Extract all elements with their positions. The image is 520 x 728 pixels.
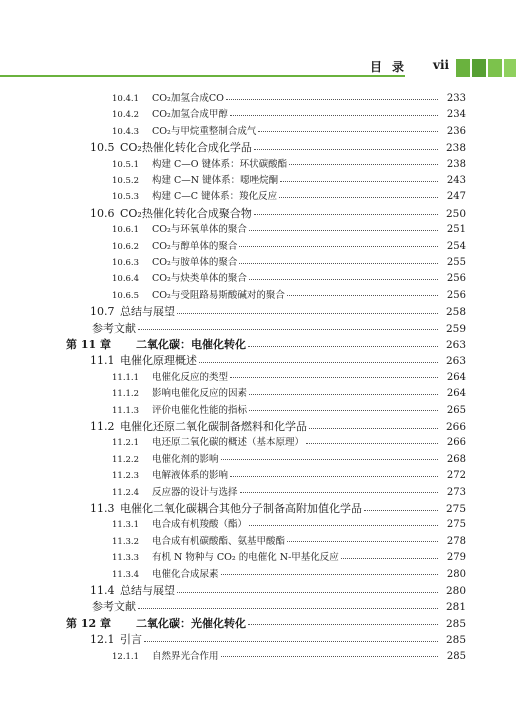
dot-leader [254, 149, 438, 150]
toc-entry[interactable] [0, 402, 520, 418]
toc-entry-number: 第 11 章 [66, 338, 111, 351]
toc-entry-title: 参考文献 [92, 600, 136, 614]
toc-entry-page: 256 [446, 273, 466, 285]
dot-leader [177, 313, 438, 314]
toc-entry[interactable] [0, 221, 520, 237]
toc-entry-page: 256 [446, 289, 466, 301]
toc-entry-number: 11.3.4 [112, 569, 140, 580]
toc-entry-title: 构建 C—N 键体系：噁唑烷酮 [152, 175, 279, 186]
dot-leader [248, 624, 438, 625]
toc-entry-title: CO₂加氢合成甲醇 [152, 109, 228, 121]
toc-entry-title: CO₂与甲烷重整制合成气 [152, 125, 257, 137]
toc-entry[interactable] [0, 615, 520, 631]
dot-leader [221, 656, 438, 657]
toc-entry-title: 评价电催化性能的指标 [152, 404, 248, 416]
toc-entry-page: 243 [446, 175, 466, 186]
toc-entry-page: 234 [446, 109, 466, 121]
toc-entry[interactable] [0, 451, 520, 467]
dot-leader [239, 263, 438, 264]
toc-entry-page: 264 [446, 388, 466, 400]
toc-entry-page: 263 [445, 339, 466, 351]
toc-entry-title: 电解液体系的影响 [152, 470, 229, 482]
dot-leader [138, 329, 438, 330]
dot-leader [249, 394, 438, 395]
dot-leader [249, 279, 438, 280]
toc-entry[interactable] [0, 320, 520, 336]
toc-entry-number: 第 12 章 [66, 616, 111, 630]
toc-entry-page: 285 [445, 634, 466, 647]
toc-entry[interactable] [0, 434, 520, 450]
toc-entry-title: 自然界光合作用 [152, 650, 219, 662]
dot-leader [177, 592, 438, 593]
toc-entry[interactable] [0, 238, 520, 254]
toc-entry-number: 11.2.2 [112, 454, 140, 465]
toc-entry[interactable] [0, 484, 520, 500]
toc-entry-page: 254 [446, 240, 466, 252]
toc-entry-page: 251 [446, 224, 466, 236]
toc-entry-page: 247 [446, 191, 466, 203]
toc-entry-number: 10.6.4 [112, 274, 140, 285]
dot-leader [254, 214, 438, 215]
toc-entry-title: 电催化合成尿素 [152, 568, 219, 580]
dot-leader [239, 246, 438, 247]
toc-entry-title: 影响电催化反应的因素 [152, 388, 248, 400]
toc-entry-page: 280 [446, 568, 466, 580]
toc-entry[interactable] [0, 418, 520, 434]
dot-leader [249, 230, 438, 231]
toc-entry-number: 10.6 [90, 206, 115, 220]
toc-entry-title: 二氧化碳：光催化转化 [136, 616, 246, 630]
toc-entry-page: 263 [445, 355, 466, 368]
toc-entry-title: CO₂热催化转化合成化学品 [120, 141, 252, 155]
dot-leader [221, 574, 438, 575]
toc-entry-title: 有机 N 物种与 CO₂ 的电催化 N-甲基化反应 [152, 552, 339, 564]
toc-entry-page: 266 [445, 421, 466, 433]
toc-entry-number: 11.1.1 [112, 372, 140, 383]
toc-entry[interactable] [0, 369, 520, 385]
toc-entry-page: 238 [445, 142, 466, 155]
toc-entry-title: CO₂与环氧单体的聚合 [152, 224, 247, 236]
toc-entry[interactable] [0, 582, 520, 598]
toc-entry-number: 12.1 [90, 633, 115, 647]
toc-entry-number: 10.6.1 [112, 225, 140, 236]
toc-entry-page: 255 [446, 257, 466, 268]
toc-entry[interactable] [0, 139, 520, 155]
dot-leader [221, 459, 438, 460]
dot-leader [258, 131, 438, 132]
dot-leader [199, 362, 438, 363]
toc-entry-page: 275 [445, 503, 466, 515]
dot-leader [287, 295, 438, 296]
toc-entry-page: 281 [445, 601, 466, 614]
header-block [456, 59, 470, 77]
toc-entry-number: 11.3.2 [112, 536, 140, 547]
dot-leader [279, 197, 438, 198]
toc-entry[interactable] [0, 270, 520, 286]
toc-entry-title: 二氧化碳：电催化转化 [136, 338, 246, 351]
dot-leader [144, 641, 438, 642]
toc-entry[interactable] [0, 549, 520, 565]
dot-leader [230, 115, 438, 116]
toc-entry[interactable] [0, 648, 520, 664]
toc-entry-page: 285 [446, 650, 466, 662]
dot-leader [341, 558, 438, 559]
header-block [504, 59, 516, 77]
toc-entry-title: 电催化原理概述 [120, 354, 197, 368]
toc-entry-page: 265 [446, 404, 466, 416]
toc-entry[interactable] [0, 156, 520, 172]
dot-leader [240, 492, 438, 493]
toc-entry-page: 258 [445, 306, 466, 319]
toc-entry-number: 10.5.3 [112, 192, 140, 203]
toc-entry-number: 12.1.1 [112, 651, 140, 662]
dot-leader [306, 443, 438, 444]
toc-entry-title: CO₂与炔类单体的聚合 [152, 273, 247, 285]
toc-entry-number: 10.4.2 [112, 110, 140, 121]
dot-leader [226, 99, 438, 100]
toc-entry-page: 268 [446, 453, 466, 465]
toc-entry-number: 11.4 [90, 584, 115, 597]
dot-leader [230, 476, 438, 477]
toc-entry[interactable] [0, 172, 520, 188]
toc-entry-title: 电催化二氧化碳耦合其他分子制备高附加值化学品 [120, 502, 362, 515]
toc-entry-title: 电催化还原二氧化碳制备燃料和化学品 [120, 420, 307, 433]
toc-entry[interactable] [0, 352, 520, 368]
toc-entry-title: 总结与展望 [120, 584, 175, 597]
toc-entry-title: CO₂与醇单体的聚合 [152, 240, 238, 252]
toc-entry-number: 10.6.3 [112, 258, 140, 268]
toc-entry-title: 引言 [120, 633, 142, 647]
toc-entry-title: 反应器的设计与选择 [152, 486, 238, 498]
toc-entry-title: 电合成有机羧酸（酯） [152, 519, 248, 531]
dot-leader [249, 410, 438, 411]
toc-entry-page: 275 [446, 519, 466, 531]
header-block [472, 59, 486, 77]
toc-entry-page: 238 [446, 158, 466, 170]
toc-entry-number: 11.2.1 [112, 438, 140, 449]
toc-entry[interactable] [0, 385, 520, 401]
toc-entry-number: 11.3 [90, 502, 115, 515]
toc-entry-page: 236 [446, 125, 466, 137]
dot-leader [287, 541, 438, 542]
dot-leader [309, 428, 438, 429]
toc-entry-page: 272 [446, 470, 466, 482]
toc-entry-number: 10.4.3 [112, 126, 140, 137]
toc-entry-number: 11.1.3 [112, 405, 140, 416]
toc-entry[interactable] [0, 533, 520, 549]
toc-entry[interactable] [0, 500, 520, 516]
toc-entry[interactable] [0, 254, 520, 270]
toc-entry[interactable] [0, 303, 520, 319]
toc-entry-number: 11.3.1 [112, 520, 140, 531]
toc-entry-page: 259 [445, 322, 466, 335]
header-rule [0, 75, 405, 77]
toc-entry-title: CO₂与受阻路易斯酸碱对的聚合 [152, 289, 285, 301]
toc-entry-title: 电催化反应的类型 [152, 371, 229, 383]
toc-entry[interactable] [0, 336, 520, 352]
toc-entry[interactable] [0, 123, 520, 139]
page-header [0, 59, 520, 77]
dot-leader [138, 608, 438, 609]
toc-entry-number: 10.5 [90, 141, 115, 155]
toc-entry-number: 11.2.4 [112, 487, 140, 498]
toc-entry-number: 11.2 [90, 420, 115, 433]
toc-entry-page: 273 [446, 486, 466, 498]
toc-entry[interactable] [0, 188, 520, 204]
dot-leader [364, 510, 438, 511]
toc-entry[interactable] [0, 106, 520, 122]
toc-entry-title: 电合成有机碳酸酯、氨基甲酸酯 [152, 535, 286, 547]
toc-entry[interactable] [0, 516, 520, 532]
header-color-blocks [456, 59, 516, 77]
toc-entry-number: 11.1 [90, 354, 115, 368]
toc-entry[interactable] [0, 598, 520, 614]
toc-entry-number: 10.5.1 [112, 159, 140, 170]
toc-entry-number: 10.7 [90, 305, 115, 319]
toc-entry-number: 11.1.2 [112, 389, 140, 400]
toc-entry[interactable] [0, 205, 520, 221]
toc-entry-number: 11.3.3 [112, 553, 140, 564]
toc-entry-page: 285 [445, 617, 466, 630]
header-page-number: vii [433, 58, 450, 72]
toc-entry-title: 电催化剂的影响 [152, 453, 219, 465]
dot-leader [249, 525, 438, 526]
toc-entry-number: 10.6.5 [112, 290, 140, 301]
dot-leader [230, 377, 438, 378]
toc-entry[interactable] [0, 287, 520, 303]
header-title: 目录 [370, 60, 415, 74]
toc-entry-page: 279 [446, 552, 466, 564]
toc-entry-number: 10.6.2 [112, 241, 140, 252]
toc-entry-title: 总结与展望 [120, 305, 175, 319]
toc-entry-page: 280 [445, 585, 466, 597]
toc-entry-title: CO₂与胺单体的聚合 [152, 257, 238, 268]
toc-entry[interactable] [0, 566, 520, 582]
toc-entry-title: CO₂加氢合成CO [152, 93, 224, 104]
toc-entry-number: 11.2.3 [112, 471, 140, 482]
toc-entry[interactable] [0, 631, 520, 647]
dot-leader [248, 346, 438, 347]
toc-entry-page: 266 [446, 437, 466, 449]
toc-entry-title: 参考文献 [92, 321, 136, 335]
header-block [488, 59, 502, 77]
toc-entry-page: 250 [445, 207, 466, 220]
toc-entry-page: 264 [446, 371, 466, 383]
toc-entry-number: 10.5.2 [112, 176, 140, 186]
toc-entry-number: 10.4.1 [112, 94, 140, 104]
toc-entry-page: 278 [446, 535, 466, 547]
toc-entry-title: CO₂热催化转化合成聚合物 [120, 206, 252, 220]
toc-entry-title: 构建 C—O 键体系：环状碳酸酯 [152, 158, 288, 170]
toc-entry-title: 电还原二氧化碳的概述（基本原理） [152, 437, 305, 449]
dot-leader [280, 181, 438, 182]
toc-entry-title: 构建 C—C 键体系：羧化反应 [152, 191, 278, 203]
toc-entry[interactable] [0, 467, 520, 483]
dot-leader [289, 164, 438, 165]
toc-entry[interactable] [0, 90, 520, 106]
toc-entry-page: 233 [446, 93, 466, 104]
